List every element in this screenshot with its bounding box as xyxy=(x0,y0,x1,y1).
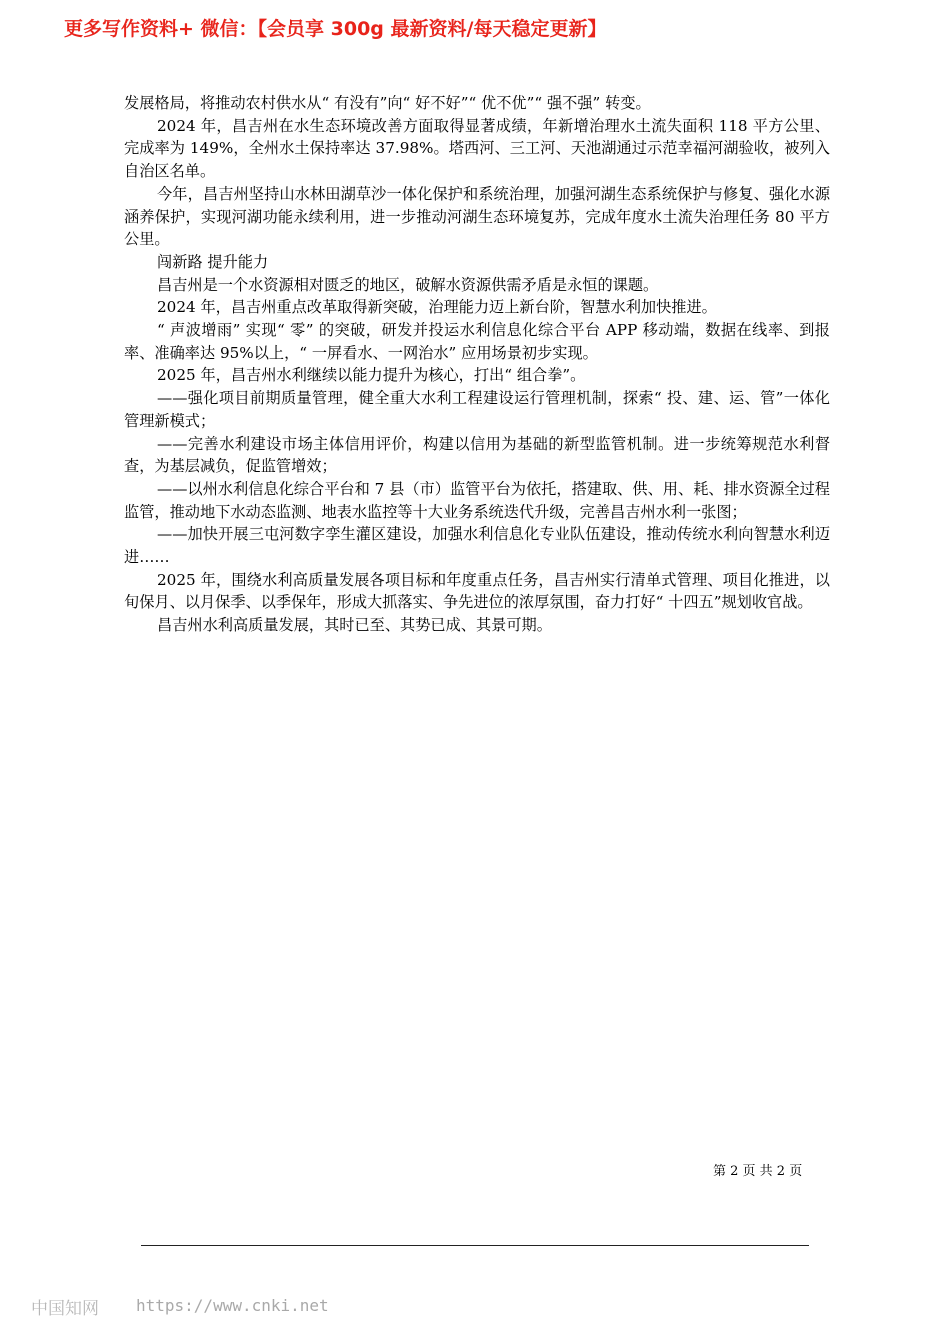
list-item: ——以州水利信息化综合平台和 7 县（市）监管平台为依托，搭建取、供、用、耗、排水资源全过程监管，推动地下水动态监测、地表水监控等十大业务系统迭代升级，完善昌吉州水利一张图； xyxy=(124,479,830,521)
paragraph: 2024 年，昌吉州重点改革取得新突破，治理能力迈上新台阶，智慧水利加快推进。 xyxy=(157,298,717,317)
paragraph: 昌吉州是一个水资源相对匮乏的地区，破解水资源供需矛盾是永恒的课题。 xyxy=(157,275,659,294)
paragraph: 2025 年，围绕水利高质量发展各项目标和年度重点任务，昌吉州实行清单式管理、项目化推进，以旬保月、以月保季、以季保年，形成大抓落实、争先进位的浓厚氛围，奋力打好“ 十四五”规划收官战。 xyxy=(124,570,830,612)
section-heading: 闯新路 提升能力 xyxy=(157,252,269,271)
document-body xyxy=(124,92,830,637)
watermark-url: https://www.cnki.net xyxy=(136,1296,329,1315)
paragraph: 2025 年，昌吉州水利继续以能力提升为核心，打出“ 组合拳”。 xyxy=(157,366,586,385)
promo-banner: 更多写作资料+ 微信：【会员享 300g 最新资料/每天稳定更新】 xyxy=(64,18,607,40)
paragraph: “ 声波增雨” 实现“ 零” 的突破，研发并投运水利信息化综合平台 APP 移动端，数据在线率、到报率、准确率达 95%以上，“ 一屏看水、一网治水” 应用场景初步实现。 xyxy=(124,321,830,362)
watermark-site-name: 中国知网 xyxy=(31,1299,99,1319)
paragraph: 发展格局，将推动农村供水从“ 有没有”向“ 好不好”“ 优不优”“ 强不强” 转变。 xyxy=(124,94,651,112)
page-number: 第 2 页 共 2 页 xyxy=(713,1164,803,1179)
list-item: ——强化项目前期质量管理，健全重大水利工程建设运行管理机制，探索“ 投、建、运、管”一体化管理新模式； xyxy=(124,389,830,430)
list-item: ——加快开展三屯河数字孪生灌区建设，加强水利信息化专业队伍建设，推动传统水利向智慧水利迈进…… xyxy=(124,525,830,567)
paragraph: 2024 年，昌吉州在水生态环境改善方面取得显著成绩，年新增治理水土流失面积 118 平方公里、完成率为 149%，全州水土保持率达 37.98%。塔西河、三工河、天池湖通过示范幸福河湖验收，被列入自治区名单。 xyxy=(124,116,830,181)
list-item: ——完善水利建设市场主体信用评价，构建以信用为基础的新型监管机制。进一步统筹规范水利督查，为基层减负，促监管增效； xyxy=(124,434,830,476)
footer-divider xyxy=(141,1245,809,1246)
paragraph: 今年，昌吉州坚持山水林田湖草沙一体化保护和系统治理，加强河湖生态系统保护与修复、强化水源涵养保护，实现河湖功能永续利用，进一步推动河湖生态环境复苏，完成年度水土流失治理任务 80 平方公里。 xyxy=(124,184,830,249)
paragraph: 昌吉州水利高质量发展，其时已至、其势已成、其景可期。 xyxy=(157,616,552,635)
